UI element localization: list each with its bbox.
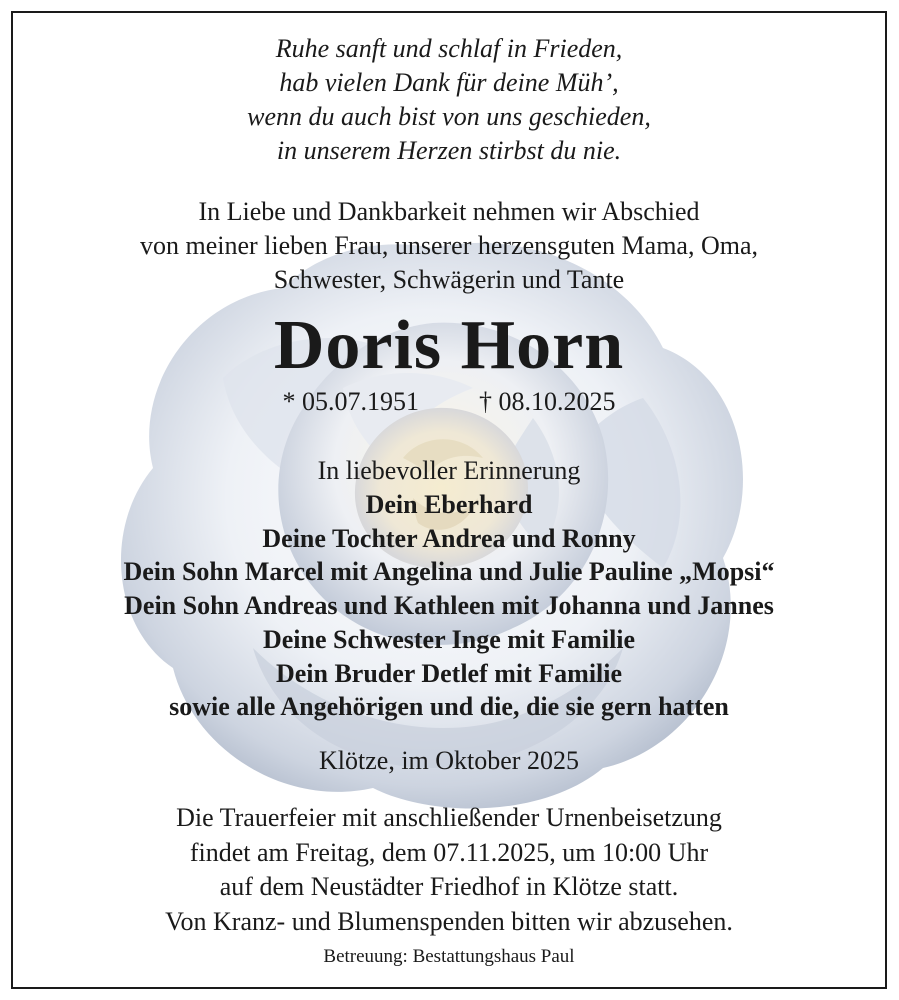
place-and-date: Klötze, im Oktober 2025 (319, 746, 579, 775)
life-dates (13, 385, 885, 419)
poem (13, 32, 885, 168)
funeral-line: findet am Freitag, dem 07.11.2025, um 10:00 Uhr (189, 837, 709, 867)
mourner-line: Dein Eberhard (365, 490, 533, 519)
memory-heading: In liebevoller Erinnerung (317, 456, 581, 485)
mourners-list (13, 488, 885, 724)
poem-line: hab vielen Dank für deine Müh’, (279, 68, 619, 97)
mourner-line: Dein Sohn Andreas und Kathleen mit Johanna und Jannes (124, 591, 774, 621)
mourner-line: sowie alle Angehörigen und die, die sie gern hatten (169, 692, 729, 722)
mourner-line: Dein Sohn Marcel mit Angelina und Julie Pauline „Mopsi“ (123, 557, 775, 587)
funeral-line: Die Trauerfeier mit anschließender Urnenbeisetzung (176, 803, 722, 832)
farewell-intro (13, 195, 885, 297)
mourner-line: Deine Schwester Inge mit Familie (262, 624, 636, 654)
intro-line: von meiner lieben Frau, unserer herzensguten Mama, Oma, (139, 231, 758, 260)
mourner-line: Deine Tochter Andrea und Ronny (262, 523, 636, 553)
obituary-frame (11, 11, 887, 989)
funeral-notice (13, 801, 885, 939)
funeral-line: auf dem Neustädter Friedhof in Klötze statt. (219, 872, 679, 901)
funeral-home-credit: Betreuung: Bestattungshaus Paul (323, 946, 575, 967)
poem-line: in unserem Herzen stirbst du nie. (276, 136, 622, 165)
deceased-name: Doris Horn (273, 307, 625, 384)
funeral-line: Von Kranz- und Blumenspenden bitten wir abzusehen. (165, 906, 733, 936)
birth-date: * 05.07.1951 (282, 387, 419, 416)
death-date: † 08.10.2025 (479, 387, 616, 416)
intro-line: Schwester, Schwägerin und Tante (273, 265, 625, 294)
mourner-line: Dein Bruder Detlef mit Familie (275, 658, 623, 688)
intro-line: In Liebe und Dankbarkeit nehmen wir Abschied (198, 197, 700, 226)
poem-line: Ruhe sanft und schlaf in Frieden, (275, 34, 623, 63)
poem-line: wenn du auch bist von uns geschieden, (247, 102, 651, 131)
